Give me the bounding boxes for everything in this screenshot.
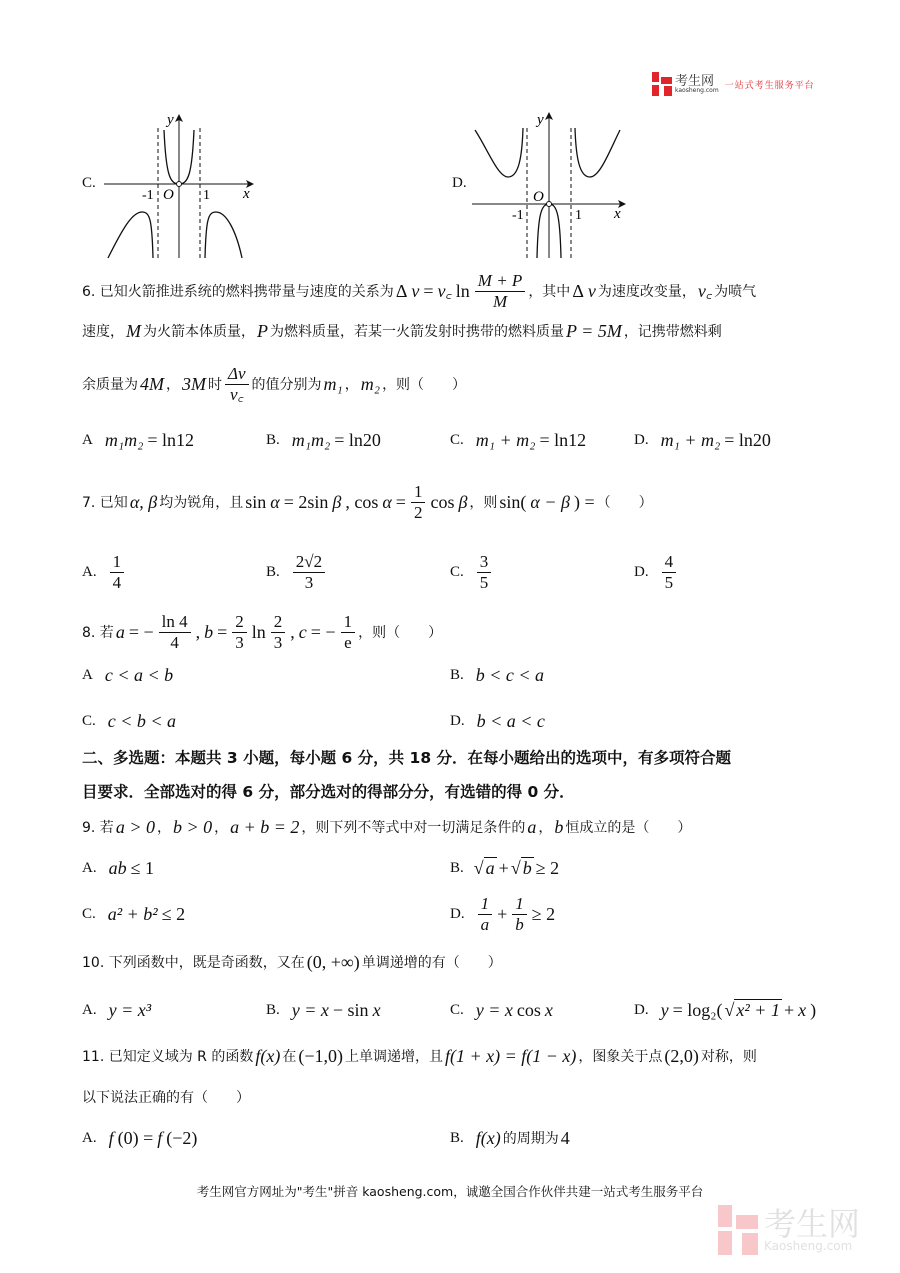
math-roman: = bbox=[423, 280, 434, 301]
math-italic: M bbox=[126, 320, 141, 341]
text-run: 目要求．全部选对的得 6 分，部分选对的得部分分，有选错的得 0 分． bbox=[82, 783, 575, 801]
q6-option-c[interactable] bbox=[450, 415, 588, 465]
logo-brand: 考生网 bbox=[675, 73, 715, 89]
math-italic: a² + b² bbox=[107, 903, 158, 924]
option-label: C. bbox=[450, 431, 464, 448]
x-label: x bbox=[243, 186, 250, 202]
math-italic: m₂ bbox=[360, 373, 381, 394]
fraction-numerator: 2 bbox=[232, 612, 247, 633]
q8-option-c[interactable] bbox=[82, 696, 178, 746]
q7-option-b[interactable] bbox=[266, 547, 328, 597]
fraction-numerator: 1 bbox=[478, 894, 493, 915]
math-roman: = bbox=[395, 491, 406, 512]
math-roman: Δ bbox=[572, 280, 584, 301]
q8-option-b[interactable] bbox=[450, 650, 546, 700]
math-italic: x bbox=[544, 999, 553, 1020]
text-run: 9. 若 bbox=[82, 820, 114, 836]
math-italic: x bbox=[798, 999, 807, 1020]
math-italic: c < a < b bbox=[104, 664, 174, 685]
fraction-denominator: a bbox=[480, 914, 490, 934]
q7-option-d[interactable] bbox=[634, 547, 679, 597]
math-fraction bbox=[271, 612, 286, 653]
fraction-numerator: 2 bbox=[271, 612, 286, 633]
text-run: ，图象关于点 bbox=[578, 1049, 663, 1065]
math-sqrt bbox=[511, 857, 534, 879]
math-italic: y bbox=[660, 999, 669, 1020]
option-label: C. bbox=[82, 905, 96, 922]
math-italic: ab bbox=[108, 857, 127, 878]
fraction-numerator: 3 bbox=[477, 552, 492, 573]
fraction-numerator: 2√2 bbox=[293, 552, 325, 573]
fraction-denominator: 3 bbox=[235, 632, 244, 652]
option-label: B. bbox=[450, 859, 464, 876]
math-italic: f(x) bbox=[255, 1045, 281, 1066]
option-label: C. bbox=[450, 563, 464, 580]
q6-line1 bbox=[82, 271, 756, 311]
text-run: ，则（ ） bbox=[358, 625, 443, 641]
math-italic: α bbox=[382, 491, 392, 512]
math-italic: 3M bbox=[182, 373, 206, 394]
math-italic: f bbox=[157, 1127, 163, 1148]
math-italic: v bbox=[411, 280, 420, 301]
math-roman: , bbox=[195, 621, 201, 642]
math-roman: ≤ 2 bbox=[161, 903, 186, 924]
option-label: B. bbox=[266, 563, 280, 580]
q11-line2 bbox=[82, 1077, 250, 1117]
fraction-numerator: 1 bbox=[411, 482, 426, 503]
text-run: 余质量为 bbox=[82, 377, 138, 393]
curve-left bbox=[108, 212, 153, 258]
option-label: A. bbox=[82, 859, 97, 876]
origin-label: O bbox=[163, 187, 174, 203]
text-run: 均为锐角，且 bbox=[159, 495, 244, 511]
math-fraction bbox=[232, 612, 247, 653]
q7-option-c[interactable] bbox=[450, 547, 494, 597]
text-run: ， bbox=[344, 377, 359, 393]
watermark-logo bbox=[718, 1205, 860, 1255]
q6-option-d[interactable] bbox=[634, 415, 773, 465]
sqrt-radicand: x² + 1 bbox=[736, 1000, 780, 1020]
footer-text: 考生网官方网址为"考生"拼音 kaosheng.com，诚邀全国合作伙伴共建一站式考生服务平台 bbox=[196, 1184, 704, 1199]
q8-option-d[interactable] bbox=[450, 696, 547, 746]
q7-stem bbox=[82, 482, 653, 522]
math-italic: f(1 + x) = f(1 − x) bbox=[444, 1045, 577, 1066]
q10-option-b[interactable] bbox=[266, 985, 383, 1035]
q11-line1 bbox=[82, 1036, 757, 1076]
math-roman: + bbox=[497, 903, 508, 924]
math-roman: = 2sin bbox=[283, 491, 329, 512]
math-italic: v꜀ bbox=[437, 281, 452, 301]
tick-pos1: 1 bbox=[575, 208, 582, 223]
math-italic: β bbox=[458, 491, 468, 512]
graph-d bbox=[470, 105, 630, 265]
math-italic: α, β bbox=[129, 491, 158, 512]
math-fraction bbox=[662, 552, 677, 593]
fraction-denominator: 5 bbox=[664, 572, 674, 592]
fraction-numerator: 1 bbox=[341, 612, 356, 633]
math-fraction bbox=[110, 552, 125, 593]
q6-option-a[interactable] bbox=[82, 415, 196, 465]
text-run: ， bbox=[166, 377, 180, 393]
text-run: 为火箭本体质量， bbox=[143, 324, 255, 340]
math-italic: m₁ bbox=[323, 373, 343, 394]
math-roman: ≥ 2 bbox=[531, 903, 556, 924]
math-roman: (−1,0) bbox=[298, 1045, 343, 1066]
math-italic: v꜀ bbox=[697, 281, 713, 301]
math-italic: P bbox=[257, 320, 268, 341]
math-italic: b bbox=[204, 621, 214, 642]
text-run: 恒成立的是（ ） bbox=[565, 820, 692, 836]
section2-heading-line2 bbox=[82, 771, 575, 811]
math-italic: m₁ + m₂ bbox=[660, 429, 721, 450]
math-fraction bbox=[512, 894, 527, 935]
math-italic: m₁m₂ bbox=[104, 429, 144, 450]
math-fraction bbox=[475, 271, 526, 312]
x-label: x bbox=[614, 206, 621, 222]
math-roman: + bbox=[498, 857, 509, 878]
math-sqrt bbox=[474, 857, 497, 879]
math-roman: cos bbox=[516, 999, 541, 1020]
q6-line3 bbox=[82, 364, 466, 404]
math-italic: y = x³ bbox=[108, 999, 152, 1020]
math-roman: = − bbox=[310, 621, 336, 642]
text-run: 11. 已知定义域为 R 的函数 bbox=[82, 1049, 254, 1065]
math-roman: sin bbox=[245, 491, 267, 512]
math-roman: , bbox=[290, 621, 295, 642]
y-label: y bbox=[537, 112, 544, 128]
math-italic: α − β bbox=[530, 491, 570, 512]
q6-option-b[interactable] bbox=[266, 415, 383, 465]
watermark-mark-icon bbox=[718, 1205, 758, 1255]
graph-c-label: C. bbox=[82, 175, 96, 191]
text-run: ， bbox=[538, 820, 553, 836]
math-italic: c bbox=[298, 621, 307, 642]
math-italic: m₁ + m₂ bbox=[475, 429, 536, 450]
math-fraction bbox=[159, 612, 191, 653]
math-roman: ≤ 1 bbox=[130, 857, 154, 878]
fraction-denominator: 4 bbox=[112, 572, 122, 592]
math-roman: 4 bbox=[560, 1127, 570, 1148]
math-roman: (2,0) bbox=[664, 1045, 699, 1066]
math-roman: ) bbox=[810, 999, 817, 1020]
fraction-denominator: 2 bbox=[413, 502, 423, 522]
q10-option-c[interactable] bbox=[450, 985, 555, 1035]
fraction-numerator: 4 bbox=[662, 552, 677, 573]
q9-option-d[interactable] bbox=[450, 889, 557, 939]
text-run: 在 bbox=[282, 1049, 297, 1065]
math-sqrt bbox=[725, 999, 782, 1021]
math-roman: ≥ 2 bbox=[535, 857, 560, 878]
text-run: ，则（ ） bbox=[382, 377, 467, 393]
q8-stem bbox=[82, 612, 442, 652]
math-roman: (−2) bbox=[166, 1127, 198, 1148]
option-label: A. bbox=[82, 1129, 97, 1146]
option-label: D. bbox=[634, 563, 649, 580]
q11-option-a[interactable] bbox=[82, 1113, 199, 1163]
math-roman: (0) = bbox=[117, 1127, 154, 1148]
text-run: ， bbox=[214, 820, 229, 836]
fraction-denominator: 5 bbox=[479, 572, 489, 592]
text-run: 时 bbox=[208, 377, 222, 393]
sqrt-sign-icon: √ bbox=[473, 858, 484, 878]
origin-label: O bbox=[533, 189, 544, 205]
option-label: D. bbox=[450, 712, 465, 729]
text-run: ， bbox=[156, 820, 171, 836]
fraction-numerator: 1 bbox=[512, 894, 527, 915]
fraction-numerator: 1 bbox=[110, 552, 125, 573]
q10-option-d[interactable] bbox=[634, 985, 818, 1035]
text-run: 7. 已知 bbox=[82, 495, 128, 511]
math-italic: b > 0 bbox=[172, 816, 213, 837]
math-roman: sin( bbox=[499, 491, 527, 512]
math-roman: (0, +∞) bbox=[306, 951, 360, 972]
math-italic: c < b < a bbox=[107, 710, 177, 731]
fraction-numerator: Δv bbox=[225, 364, 249, 385]
math-italic: a + b = 2 bbox=[230, 816, 300, 837]
math-roman: = ln20 bbox=[724, 429, 771, 450]
logo-slogan: 一站式考生服务平台 bbox=[724, 80, 815, 91]
math-italic: α bbox=[270, 491, 280, 512]
text-run: 上单调递增，且 bbox=[344, 1049, 443, 1065]
math-roman: Δ bbox=[395, 280, 408, 301]
text-run: 的值分别为 bbox=[251, 377, 322, 393]
curve-upper-left bbox=[475, 128, 523, 177]
math-roman: − sin bbox=[332, 999, 369, 1020]
fraction-denominator: e bbox=[344, 632, 352, 652]
math-roman: , cos bbox=[345, 491, 379, 512]
fraction-denominator: 3 bbox=[273, 632, 283, 652]
graph-c bbox=[100, 105, 260, 265]
text-run: （ ） bbox=[596, 495, 653, 511]
math-italic: v bbox=[587, 280, 596, 301]
text-run: ，其中 bbox=[528, 284, 571, 300]
math-italic: m₁m₂ bbox=[291, 429, 331, 450]
fraction-numerator: M + P bbox=[475, 271, 526, 292]
q9-option-c[interactable] bbox=[82, 889, 187, 939]
math-italic: b < c < a bbox=[475, 664, 545, 685]
option-label: A bbox=[82, 431, 93, 448]
math-fraction bbox=[477, 552, 492, 593]
text-run: 为喷气 bbox=[714, 284, 757, 300]
sqrt-sign-icon: √ bbox=[510, 858, 521, 878]
math-italic: y = x bbox=[475, 999, 513, 1020]
curve-upper-right bbox=[575, 128, 620, 177]
origin-hole bbox=[177, 182, 182, 187]
option-label: A. bbox=[82, 563, 97, 580]
q6-line2 bbox=[82, 311, 722, 351]
math-italic: a > 0 bbox=[115, 816, 155, 837]
option-label: B. bbox=[450, 1129, 464, 1146]
option-label: B. bbox=[450, 666, 464, 683]
option-label: D. bbox=[634, 1001, 649, 1018]
option-label: A bbox=[82, 666, 93, 683]
math-roman: + bbox=[783, 999, 795, 1020]
option-label: B. bbox=[266, 1001, 280, 1018]
tick-pos1: 1 bbox=[203, 188, 210, 203]
text-run: 速度， bbox=[82, 324, 124, 340]
text-run: 的周期为 bbox=[502, 1131, 559, 1147]
math-roman: = ln12 bbox=[147, 429, 195, 450]
math-italic: β bbox=[332, 491, 342, 512]
fraction-denominator: b bbox=[515, 914, 524, 934]
curve-right bbox=[205, 212, 242, 258]
logo-domain: kaosheng.com bbox=[675, 86, 719, 94]
math-roman: ln bbox=[455, 280, 470, 301]
text-run: 对称，则 bbox=[700, 1049, 757, 1065]
math-italic: f bbox=[108, 1127, 114, 1148]
q8-option-a[interactable] bbox=[82, 650, 175, 700]
text-run: 二、多选题：本题共 3 小题，每小题 6 分，共 18 分．在每小题给出的选项中，有多项符合题 bbox=[82, 749, 732, 767]
site-logo[interactable] bbox=[652, 72, 815, 96]
math-italic: x bbox=[372, 999, 381, 1020]
math-roman: = ln20 bbox=[334, 429, 381, 450]
fraction-numerator: ln 4 bbox=[159, 612, 191, 633]
math-roman: = bbox=[217, 621, 228, 642]
sqrt-radicand: a bbox=[485, 858, 495, 878]
math-fraction bbox=[293, 552, 325, 593]
math-roman: = ln12 bbox=[539, 429, 587, 450]
text-run: ，则 bbox=[469, 495, 498, 511]
math-italic: b bbox=[554, 816, 564, 837]
option-label: D. bbox=[450, 905, 465, 922]
math-fraction bbox=[411, 482, 426, 523]
q9-option-a[interactable] bbox=[82, 843, 156, 893]
math-roman: ) = bbox=[573, 491, 595, 512]
tick-neg1: -1 bbox=[142, 188, 154, 203]
fraction-denominator: v꜀ bbox=[230, 384, 244, 404]
math-italic: a bbox=[115, 621, 125, 642]
sqrt-radicand: b bbox=[522, 858, 532, 878]
q10-option-a[interactable] bbox=[82, 985, 153, 1035]
math-italic: P = 5M bbox=[566, 320, 622, 341]
q10-stem bbox=[82, 942, 502, 982]
math-roman: cos bbox=[430, 491, 455, 512]
logo-mark-icon bbox=[652, 72, 672, 96]
text-run: ，记携带燃料剩 bbox=[623, 324, 722, 340]
option-label: A. bbox=[82, 1001, 97, 1018]
text-run: ，则下列不等式中对一切满足条件的 bbox=[301, 820, 526, 836]
text-run: 10. 下列函数中，既是奇函数，又在 bbox=[82, 955, 305, 971]
math-roman: = log₂( bbox=[672, 999, 723, 1020]
origin-hole bbox=[547, 202, 552, 207]
math-italic: 4M bbox=[140, 373, 164, 394]
math-italic: a bbox=[527, 816, 537, 837]
option-label: C. bbox=[82, 712, 96, 729]
q9-stem bbox=[82, 807, 691, 847]
option-label: D. bbox=[634, 431, 649, 448]
watermark-brand: 考生网 bbox=[764, 1205, 861, 1243]
text-run: 为速度改变量， bbox=[597, 284, 696, 300]
math-fraction bbox=[478, 894, 493, 935]
q11-option-b[interactable] bbox=[450, 1113, 572, 1163]
graph-d-label: D. bbox=[452, 175, 467, 191]
sqrt-sign-icon: √ bbox=[724, 1000, 735, 1020]
y-label: y bbox=[167, 112, 174, 128]
tick-neg1: -1 bbox=[512, 208, 524, 223]
fraction-denominator: 4 bbox=[170, 632, 179, 652]
option-label: C. bbox=[450, 1001, 464, 1018]
text-run: 为燃料质量，若某一火箭发射时携带的燃料质量 bbox=[270, 324, 564, 340]
text-run: 单调递增的有（ ） bbox=[361, 955, 502, 971]
math-italic: f(x) bbox=[475, 1127, 501, 1148]
math-italic: y = x bbox=[291, 999, 329, 1020]
fraction-denominator: M bbox=[492, 291, 508, 311]
option-label: B. bbox=[266, 431, 280, 448]
q7-option-a[interactable] bbox=[82, 547, 127, 597]
fraction-denominator: 3 bbox=[304, 572, 314, 592]
watermark-domain: Kaosheng.com bbox=[764, 1239, 853, 1253]
math-fraction bbox=[225, 364, 249, 405]
math-fraction bbox=[341, 612, 356, 653]
text-run: 8. 若 bbox=[82, 625, 114, 641]
math-italic: b < a < c bbox=[476, 710, 545, 731]
math-roman: = − bbox=[128, 621, 154, 642]
math-roman: ln bbox=[251, 621, 266, 642]
q9-option-b[interactable] bbox=[450, 843, 561, 893]
text-run: 以下说法正确的有（ ） bbox=[82, 1090, 250, 1106]
text-run: 6. 已知火箭推进系统的燃料携带量与速度的关系为 bbox=[82, 284, 394, 300]
